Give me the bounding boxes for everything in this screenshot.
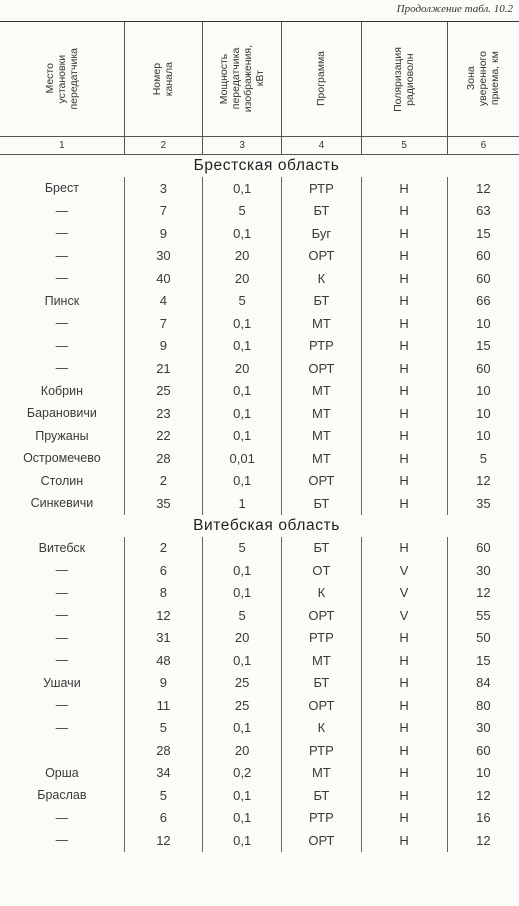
cell-program: МТ [282, 649, 361, 672]
cell-polarization: Н [362, 402, 448, 425]
cell-channel: 12 [125, 829, 203, 852]
table-row [0, 447, 519, 470]
cell-channel: 6 [125, 559, 203, 582]
cell-power: 5 [203, 537, 282, 560]
cell-program: РТР [282, 335, 361, 358]
cell-channel: 28 [125, 447, 203, 470]
cell-channel: 11 [125, 694, 203, 717]
table-row [0, 380, 519, 403]
cell-power: 20 [203, 245, 282, 268]
cell-location: — [0, 335, 125, 358]
cell-channel: 4 [125, 290, 203, 313]
cell-coverage: 30 [476, 720, 491, 736]
cell-location: Пинск [0, 290, 125, 313]
header-program: Программа [315, 51, 328, 107]
cell-power: 0,1 [203, 380, 282, 403]
cell-power: 0,2 [203, 762, 282, 785]
cell-location: — [0, 694, 125, 717]
cell-program: К [282, 582, 361, 605]
cell-coverage: 15 [476, 225, 491, 241]
cell-power: 0,1 [203, 402, 282, 425]
cell-program: БТ [282, 784, 361, 807]
table-row [0, 357, 519, 380]
cell-power: 25 [203, 694, 282, 717]
header-channel: Номер канала [151, 61, 176, 97]
cell-channel: 2 [125, 470, 203, 493]
cell-coverage: 10 [476, 428, 491, 444]
cell-channel: 9 [125, 672, 203, 695]
cell-power: 20 [203, 739, 282, 762]
cell-program: РТР [282, 627, 361, 650]
cell-power: 0,1 [203, 425, 282, 448]
cell-polarization: V [362, 604, 448, 627]
cell-location: — [0, 245, 125, 268]
cell-channel: 22 [125, 425, 203, 448]
cell-coverage: 12 [476, 180, 491, 196]
cell-channel: 8 [125, 582, 203, 605]
cell-program: МТ [282, 402, 361, 425]
cell-power: 20 [203, 627, 282, 650]
cell-power: 0,1 [203, 582, 282, 605]
cell-program: МТ [282, 425, 361, 448]
cell-power: 0,1 [203, 784, 282, 807]
cell-program: РТР [282, 739, 361, 762]
cell-coverage: 30 [476, 562, 491, 578]
cell-polarization: Н [362, 627, 448, 650]
cell-coverage: 10 [476, 765, 491, 781]
cell-program: Буг [282, 222, 361, 245]
cell-polarization: V [362, 582, 448, 605]
header-cell [203, 22, 282, 136]
cell-coverage: 50 [476, 630, 491, 646]
column-number: 3 [203, 137, 282, 154]
cell-power: 0,1 [203, 559, 282, 582]
header-cell [448, 22, 519, 136]
cell-polarization: Н [362, 739, 448, 762]
cell-coverage: 15 [476, 338, 491, 354]
cell-location: — [0, 357, 125, 380]
cell-location: — [0, 267, 125, 290]
cell-program: ОТ [282, 559, 361, 582]
header-cell [125, 22, 203, 136]
cell-polarization: Н [362, 829, 448, 852]
cell-power: 5 [203, 200, 282, 223]
header-location: Место установки передатчика [43, 48, 80, 110]
cell-location: Брест [0, 177, 125, 200]
cell-coverage: 63 [476, 203, 491, 219]
cell-power: 5 [203, 604, 282, 627]
column-number: 1 [0, 137, 125, 154]
cell-polarization: Н [362, 177, 448, 200]
cell-channel: 23 [125, 402, 203, 425]
header-cell [0, 22, 125, 136]
cell-channel: 48 [125, 649, 203, 672]
table-row [0, 627, 519, 650]
cell-coverage: 60 [476, 270, 491, 286]
cell-coverage: 84 [476, 675, 491, 691]
column-number: 4 [282, 137, 361, 154]
cell-power: 0,1 [203, 807, 282, 830]
table-body [0, 155, 519, 852]
cell-location: — [0, 200, 125, 223]
cell-location: — [0, 222, 125, 245]
cell-coverage: 15 [476, 652, 491, 668]
table-row [0, 582, 519, 605]
cell-program: ОРТ [282, 470, 361, 493]
cell-polarization: Н [362, 380, 448, 403]
cell-channel: 3 [125, 177, 203, 200]
cell-power: 0,1 [203, 312, 282, 335]
cell-program: БТ [282, 492, 361, 515]
table-row [0, 470, 519, 493]
cell-polarization: Н [362, 267, 448, 290]
cell-polarization: Н [362, 312, 448, 335]
table-row [0, 537, 519, 560]
table-row [0, 649, 519, 672]
cell-channel: 35 [125, 492, 203, 515]
table-row [0, 312, 519, 335]
cell-polarization: V [362, 559, 448, 582]
table-row [0, 762, 519, 785]
cell-location: — [0, 807, 125, 830]
cell-channel: 7 [125, 312, 203, 335]
cell-coverage: 12 [476, 832, 491, 848]
header-cell [282, 22, 361, 136]
cell-polarization: Н [362, 672, 448, 695]
cell-channel: 21 [125, 357, 203, 380]
cell-channel: 6 [125, 807, 203, 830]
cell-program: БТ [282, 200, 361, 223]
cell-channel: 30 [125, 245, 203, 268]
cell-program: МТ [282, 312, 361, 335]
cell-channel: 34 [125, 762, 203, 785]
cell-coverage: 55 [476, 607, 491, 623]
table-row [0, 829, 519, 852]
table-row [0, 402, 519, 425]
cell-coverage: 10 [476, 383, 491, 399]
cell-channel: 9 [125, 222, 203, 245]
cell-polarization: Н [362, 492, 448, 515]
cell-program: ОРТ [282, 604, 361, 627]
table-row [0, 717, 519, 740]
table-row [0, 694, 519, 717]
cell-location: Браслав [0, 784, 125, 807]
cell-channel: 5 [125, 784, 203, 807]
cell-power: 0,1 [203, 222, 282, 245]
continuation-label: Продолжение табл. 10.2 [396, 3, 513, 15]
cell-polarization: Н [362, 762, 448, 785]
cell-channel: 12 [125, 604, 203, 627]
cell-power: 20 [203, 357, 282, 380]
cell-location: Орша [0, 762, 125, 785]
cell-polarization: Н [362, 447, 448, 470]
cell-coverage: 60 [476, 360, 491, 376]
cell-location: — [0, 717, 125, 740]
cell-coverage: 5 [479, 450, 487, 466]
cell-polarization: Н [362, 717, 448, 740]
cell-power: 25 [203, 672, 282, 695]
cell-coverage: 16 [476, 810, 491, 826]
column-number: 6 [480, 140, 487, 151]
cell-coverage: 12 [476, 473, 491, 489]
cell-channel: 28 [125, 739, 203, 762]
cell-program: МТ [282, 762, 361, 785]
cell-coverage: 60 [476, 742, 491, 758]
region-section [0, 155, 519, 515]
cell-power: 1 [203, 492, 282, 515]
table-row [0, 492, 519, 515]
header-polarization: Поляризация радиоволн [392, 46, 417, 112]
table-row [0, 200, 519, 223]
table-row [0, 267, 519, 290]
region-section [0, 515, 519, 852]
cell-power: 20 [203, 267, 282, 290]
cell-program: РТР [282, 177, 361, 200]
cell-polarization: Н [362, 357, 448, 380]
cell-power: 0,1 [203, 470, 282, 493]
table-row [0, 807, 519, 830]
table-row [0, 425, 519, 448]
cell-location: — [0, 627, 125, 650]
cell-program: ОРТ [282, 357, 361, 380]
header-power: Мощность передатчика изображения, кВт [218, 45, 267, 113]
cell-power: 0,1 [203, 177, 282, 200]
table-row [0, 784, 519, 807]
table-row [0, 672, 519, 695]
transmitter-table [0, 21, 519, 852]
cell-program: МТ [282, 447, 361, 470]
cell-power: 0,1 [203, 649, 282, 672]
header-cell [362, 22, 448, 136]
cell-location: — [0, 829, 125, 852]
cell-channel: 25 [125, 380, 203, 403]
cell-power: 0,01 [203, 447, 282, 470]
cell-polarization: Н [362, 200, 448, 223]
table-row [0, 177, 519, 200]
cell-polarization: Н [362, 537, 448, 560]
cell-coverage: 80 [476, 697, 491, 713]
table-row [0, 290, 519, 313]
table-row [0, 739, 519, 762]
cell-coverage: 60 [476, 248, 491, 264]
cell-location: — [0, 559, 125, 582]
cell-polarization: Н [362, 470, 448, 493]
cell-polarization: Н [362, 784, 448, 807]
region-title: Брестская область [193, 157, 340, 174]
cell-program: БТ [282, 290, 361, 313]
cell-power: 0,1 [203, 717, 282, 740]
cell-location: — [0, 312, 125, 335]
cell-coverage: 35 [476, 495, 491, 511]
table-row [0, 604, 519, 627]
cell-channel: 7 [125, 200, 203, 223]
cell-program: МТ [282, 380, 361, 403]
cell-location: — [0, 649, 125, 672]
cell-location: — [0, 604, 125, 627]
cell-location: Кобрин [0, 380, 125, 403]
cell-location: Остромечево [0, 447, 125, 470]
cell-power: 5 [203, 290, 282, 313]
cell-location [0, 739, 125, 762]
cell-program: ОРТ [282, 694, 361, 717]
header-coverage-zone: Зона уверенного приема, км [465, 51, 502, 107]
column-number: 5 [362, 137, 448, 154]
table-row [0, 222, 519, 245]
cell-location: Пружаны [0, 425, 125, 448]
cell-coverage: 60 [476, 540, 491, 556]
cell-location: — [0, 582, 125, 605]
cell-polarization: Н [362, 245, 448, 268]
cell-coverage: 12 [476, 585, 491, 601]
cell-program: БТ [282, 537, 361, 560]
cell-program: К [282, 267, 361, 290]
cell-polarization: Н [362, 425, 448, 448]
cell-polarization: Н [362, 290, 448, 313]
cell-channel: 9 [125, 335, 203, 358]
cell-coverage: 66 [476, 293, 491, 309]
cell-channel: 5 [125, 717, 203, 740]
cell-location: Синкевичи [0, 492, 125, 515]
cell-location: Столин [0, 470, 125, 493]
region-title: Витебская область [193, 516, 340, 534]
cell-location: Барановичи [0, 402, 125, 425]
cell-polarization: Н [362, 335, 448, 358]
cell-polarization: Н [362, 807, 448, 830]
table-row [0, 559, 519, 582]
cell-coverage: 10 [476, 405, 491, 421]
cell-polarization: Н [362, 222, 448, 245]
cell-program: БТ [282, 672, 361, 695]
cell-polarization: Н [362, 694, 448, 717]
table-row [0, 245, 519, 268]
cell-location: Витебск [0, 537, 125, 560]
cell-program: К [282, 717, 361, 740]
cell-channel: 2 [125, 537, 203, 560]
cell-channel: 31 [125, 627, 203, 650]
cell-polarization: Н [362, 649, 448, 672]
cell-location: Ушачи [0, 672, 125, 695]
column-number-row [0, 137, 519, 155]
cell-program: ОРТ [282, 829, 361, 852]
cell-coverage: 10 [476, 315, 491, 331]
cell-coverage: 12 [476, 787, 491, 803]
column-number: 2 [125, 137, 203, 154]
cell-program: РТР [282, 807, 361, 830]
cell-power: 0,1 [203, 829, 282, 852]
cell-channel: 40 [125, 267, 203, 290]
cell-program: ОРТ [282, 245, 361, 268]
cell-power: 0,1 [203, 335, 282, 358]
table-header-row [0, 22, 519, 137]
table-row [0, 335, 519, 358]
